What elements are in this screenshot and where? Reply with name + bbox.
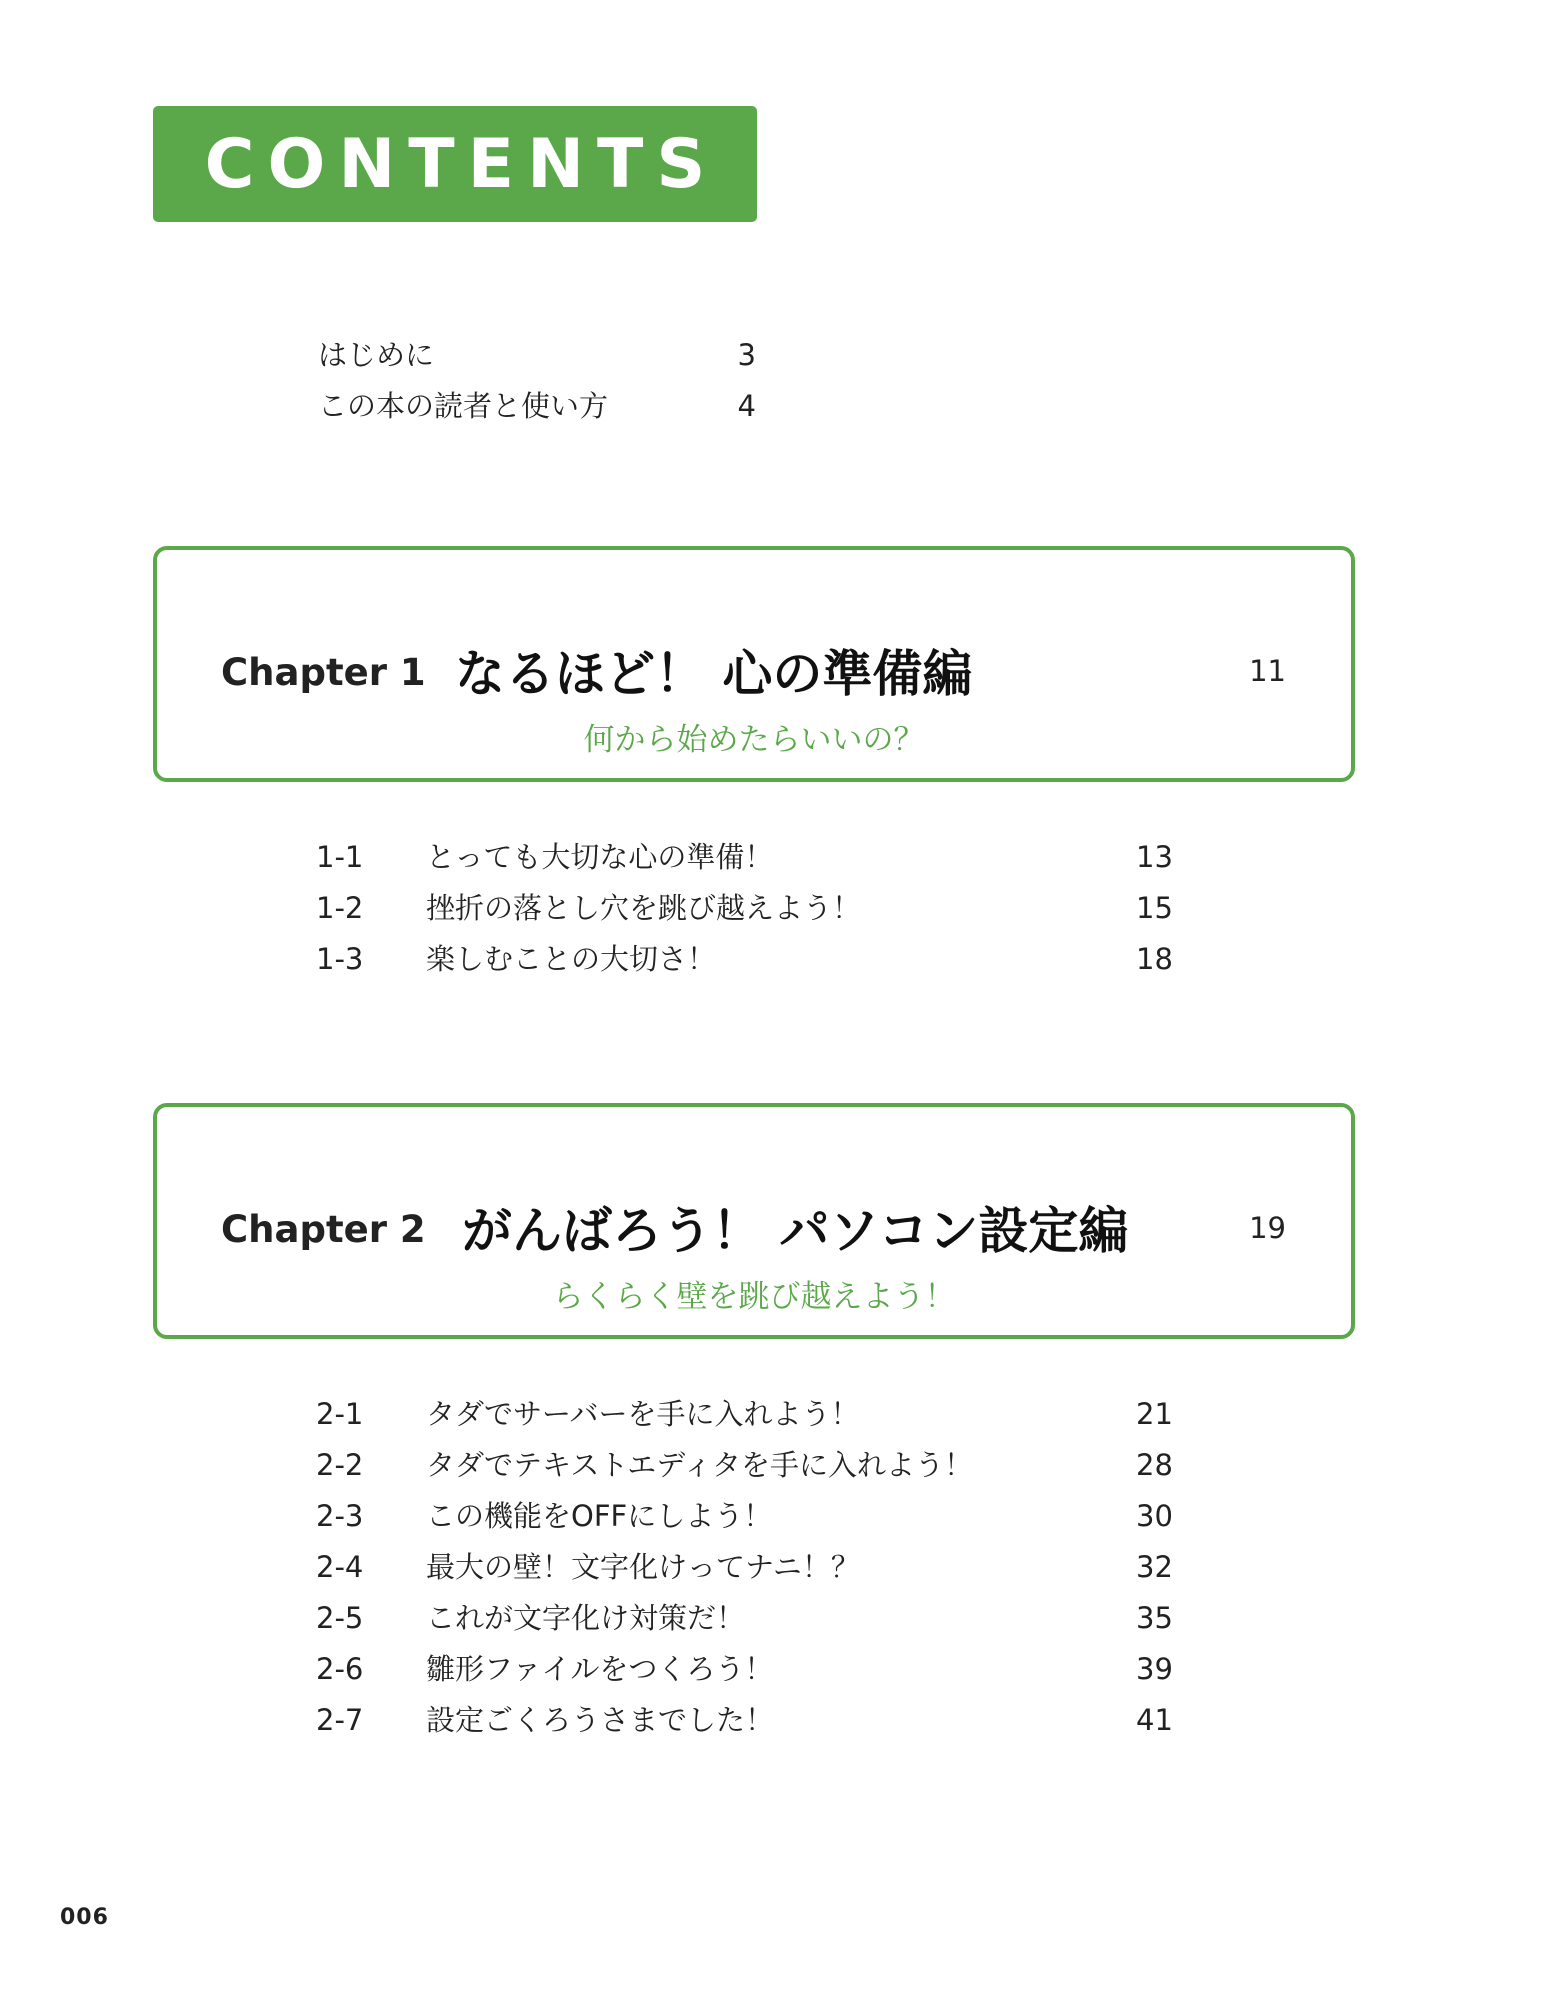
- intro-list: [318, 330, 768, 432]
- section-title: これが文字化け対策だ！: [426, 1601, 746, 1635]
- section-number: 1-1: [316, 840, 364, 874]
- section-page: 18: [1136, 942, 1173, 976]
- section-page: 28: [1136, 1448, 1173, 1482]
- chapter-2-sections: [316, 1389, 1196, 1746]
- chapter-1-label: Chapter 1: [221, 651, 426, 694]
- section-row-2-6[interactable]: [316, 1644, 1196, 1695]
- section-row-2-5[interactable]: [316, 1593, 1196, 1644]
- section-title: 雛形ファイルをつくろう！: [426, 1652, 774, 1686]
- section-row-2-2[interactable]: [316, 1440, 1196, 1491]
- chapter-1-subtitle: 何から始めたらいいの？: [583, 722, 925, 758]
- section-page: 30: [1136, 1499, 1173, 1533]
- section-number: 2-4: [316, 1550, 364, 1584]
- section-number: 2-6: [316, 1652, 364, 1686]
- intro-item-hajimeni[interactable]: [318, 330, 768, 381]
- section-row-1-1[interactable]: [316, 832, 1196, 883]
- section-page: 39: [1136, 1652, 1173, 1686]
- section-number: 2-7: [316, 1703, 364, 1737]
- section-title: この機能をOFFにしよう！: [426, 1499, 773, 1533]
- chapter-1-page: 11: [1249, 654, 1286, 688]
- chapter-2-box[interactable]: [153, 1103, 1355, 1339]
- chapter-1-title: なるほど！ 心の準備編: [455, 645, 973, 703]
- section-number: 1-2: [316, 891, 364, 925]
- intro-item-page: 4: [737, 389, 756, 423]
- intro-item-how-to-use[interactable]: [318, 381, 768, 432]
- section-title: 楽しむことの大切さ！: [426, 942, 717, 976]
- chapter-2-label: Chapter 2: [221, 1208, 426, 1251]
- section-page: 35: [1136, 1601, 1173, 1635]
- section-row-2-4[interactable]: [316, 1542, 1196, 1593]
- section-number: 2-5: [316, 1601, 364, 1635]
- section-title: とっても大切な心の準備！: [426, 840, 774, 874]
- chapter-2-page: 19: [1249, 1211, 1286, 1245]
- chapter-1-box[interactable]: [153, 546, 1355, 782]
- chapter-2-subtitle: らくらく壁を跳び越えよう！: [552, 1279, 956, 1315]
- section-page: 21: [1136, 1397, 1173, 1431]
- section-row-1-3[interactable]: [316, 934, 1196, 985]
- section-number: 2-2: [316, 1448, 364, 1482]
- intro-item-title: この本の読者と使い方: [318, 389, 609, 423]
- section-title: タダでテキストエディタを手に入れよう！: [426, 1448, 973, 1482]
- chapter-1-sections: [316, 832, 1196, 985]
- intro-item-page: 3: [737, 338, 756, 372]
- section-row-2-1[interactable]: [316, 1389, 1196, 1440]
- section-title: 挫折の落とし穴を跳び越えよう！: [426, 891, 862, 925]
- chapter-2-title: がんばろう！ パソコン設定編: [462, 1202, 1129, 1260]
- section-title: タダでサーバーを手に入れよう！: [426, 1397, 860, 1431]
- section-row-2-3[interactable]: [316, 1491, 1196, 1542]
- section-number: 2-1: [316, 1397, 364, 1431]
- contents-banner: [153, 106, 757, 222]
- section-number: 2-3: [316, 1499, 364, 1533]
- page-number: 006: [60, 1905, 109, 1930]
- section-row-2-7[interactable]: [316, 1695, 1196, 1746]
- section-title: 最大の壁！文字化けってナニ！？: [426, 1550, 860, 1584]
- section-page: 32: [1136, 1550, 1173, 1584]
- section-number: 1-3: [316, 942, 364, 976]
- section-row-1-2[interactable]: [316, 883, 1196, 934]
- contents-title: CONTENTS: [204, 124, 719, 204]
- section-title: 設定ごくろうさまでした！: [426, 1703, 775, 1737]
- section-page: 13: [1136, 840, 1173, 874]
- section-page: 15: [1136, 891, 1173, 925]
- intro-item-title: はじめに: [318, 338, 435, 372]
- section-page: 41: [1136, 1703, 1173, 1737]
